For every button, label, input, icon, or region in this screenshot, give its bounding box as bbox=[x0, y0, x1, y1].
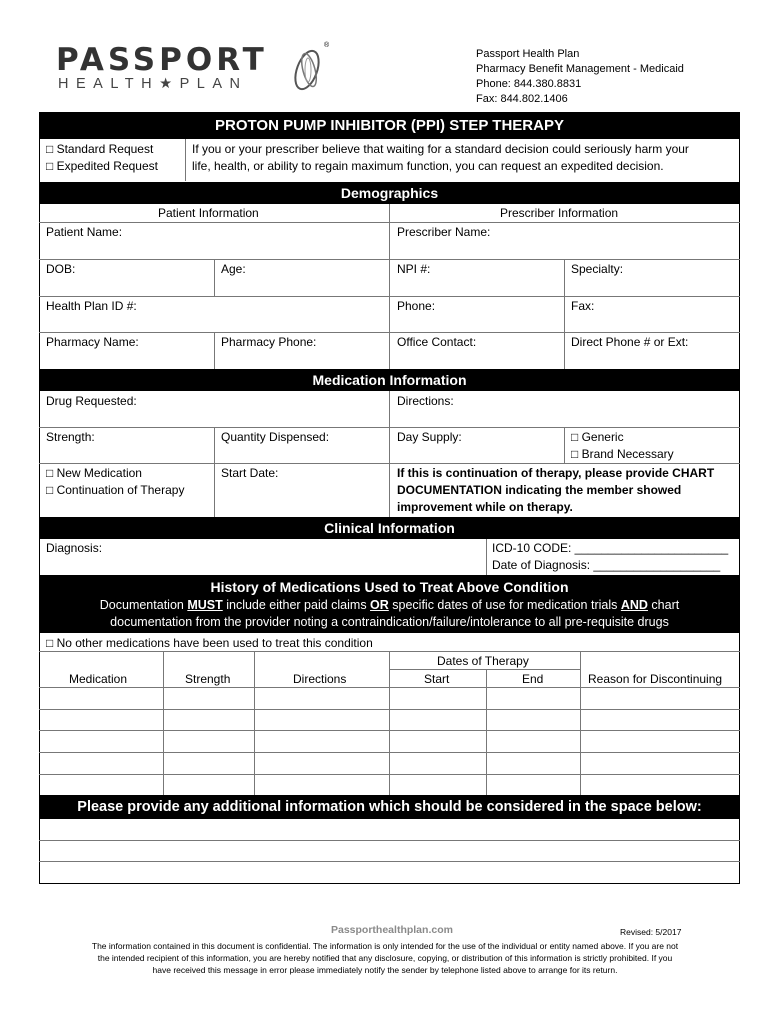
history-or: OR bbox=[370, 598, 389, 612]
confidentiality-line: have received this message in error please immediately notify the sender by telephone listed above to arrange for its return. bbox=[152, 965, 618, 975]
health-plan-id-field[interactable]: Health Plan ID #: bbox=[46, 299, 137, 313]
divider bbox=[486, 539, 487, 575]
generic-checkbox[interactable]: □ Generic bbox=[571, 430, 624, 444]
header-line: Fax: 844.802.1406 bbox=[476, 93, 568, 105]
header-line: Passport Health Plan bbox=[476, 48, 580, 60]
page-title: PROTON PUMP INHIBITOR (PPI) STEP THERAPY bbox=[215, 117, 564, 134]
divider bbox=[185, 139, 186, 181]
footer-revised: Revised: 5/2017 bbox=[620, 927, 682, 937]
day-supply-field[interactable]: Day Supply: bbox=[397, 430, 462, 444]
new-medication-checkbox[interactable]: □ New Medication bbox=[46, 466, 142, 480]
directions-field[interactable]: Directions: bbox=[397, 394, 454, 408]
icd-code-field[interactable]: ICD-10 CODE: _______________________ bbox=[492, 541, 729, 555]
divider bbox=[564, 427, 565, 463]
col-end: End bbox=[522, 672, 544, 686]
medication-title: Medication Information bbox=[312, 372, 467, 388]
history-and: AND bbox=[620, 598, 648, 612]
additional-info-bar bbox=[39, 795, 740, 819]
history-title: History of Medications Used to Treat Above Condition bbox=[210, 579, 569, 595]
pharmacy-name-field[interactable]: Pharmacy Name: bbox=[46, 335, 139, 349]
pharmacy-phone-field[interactable]: Pharmacy Phone: bbox=[221, 335, 317, 349]
expedited-request-checkbox[interactable]: □ Expedited Request bbox=[46, 159, 158, 173]
prescriber-info-heading: Prescriber Information bbox=[500, 206, 619, 220]
age-field[interactable]: Age: bbox=[221, 262, 246, 276]
divider bbox=[214, 259, 215, 296]
col-medication: Medication bbox=[69, 672, 128, 686]
divider bbox=[389, 391, 390, 517]
divider bbox=[214, 427, 215, 517]
chart-documentation-note: improvement while on therapy. bbox=[397, 500, 573, 514]
additional-info-title: Please provide any additional information which should be considered in the space below: bbox=[77, 799, 702, 815]
header-line: Phone: 844.380.8831 bbox=[476, 78, 582, 90]
history-text: specific dates of use for medication trials bbox=[388, 598, 621, 612]
col-start: Start bbox=[424, 672, 450, 686]
medication-bar bbox=[39, 369, 740, 391]
divider bbox=[580, 651, 581, 795]
divider bbox=[389, 669, 580, 670]
divider bbox=[214, 332, 215, 369]
history-bar bbox=[39, 575, 740, 633]
registered-mark: ® bbox=[324, 42, 330, 49]
standard-request-checkbox[interactable]: □ Standard Request bbox=[46, 142, 154, 156]
col-strength: Strength bbox=[185, 672, 231, 686]
divider bbox=[163, 651, 164, 795]
divider bbox=[254, 651, 255, 795]
header-line: Pharmacy Benefit Management - Medicaid bbox=[476, 63, 684, 75]
chart-documentation-note: DOCUMENTATION indicating the member showed bbox=[397, 483, 682, 497]
diagnosis-field[interactable]: Diagnosis: bbox=[46, 541, 103, 555]
prescriber-fax-field[interactable]: Fax: bbox=[571, 299, 595, 313]
dob-field[interactable]: DOB: bbox=[46, 262, 76, 276]
demographics-bar bbox=[39, 182, 740, 204]
date-of-diagnosis-field[interactable]: Date of Diagnosis: ___________________ bbox=[492, 558, 721, 572]
divider bbox=[389, 651, 390, 795]
patient-info-heading: Patient Information bbox=[158, 206, 259, 220]
no-other-medications-checkbox[interactable]: □ No other medications have been used to treat this condition bbox=[46, 636, 373, 650]
divider bbox=[389, 204, 390, 369]
start-date-field[interactable]: Start Date: bbox=[221, 466, 279, 480]
prescriber-phone-field[interactable]: Phone: bbox=[397, 299, 436, 313]
additional-info-line[interactable] bbox=[39, 861, 740, 862]
quantity-dispensed-field[interactable]: Quantity Dispensed: bbox=[221, 430, 330, 444]
patient-name-field[interactable]: Patient Name: bbox=[46, 225, 123, 239]
col-directions: Directions bbox=[293, 672, 347, 686]
clinical-title: Clinical Information bbox=[324, 520, 455, 536]
divider bbox=[564, 259, 565, 369]
history-instructions bbox=[39, 597, 740, 614]
header-contact bbox=[476, 47, 684, 107]
logo-swirl-icon bbox=[288, 44, 328, 94]
clinical-bar bbox=[39, 517, 740, 539]
history-text: chart bbox=[647, 598, 680, 612]
confidentiality-line: the intended recipient of this information, you are hereby notified that any disclosure, copying, or distribution of this information is strictly prohibited. If you bbox=[97, 953, 673, 963]
confidentiality-line: The information contained in this document is confidential. The information is only intended for the use of the individual or entity named above. If you are not bbox=[91, 941, 679, 951]
logo bbox=[56, 42, 336, 97]
demographics-title: Demographics bbox=[340, 185, 439, 201]
history-text: Documentation bbox=[99, 598, 188, 612]
expedite-note: If you or your prescriber believe that waiting for a standard decision could seriously harm your bbox=[192, 142, 689, 156]
dates-of-therapy-heading: Dates of Therapy bbox=[437, 654, 529, 668]
drug-requested-field[interactable]: Drug Requested: bbox=[46, 394, 137, 408]
npi-field[interactable]: NPI #: bbox=[397, 262, 431, 276]
continuation-checkbox[interactable]: □ Continuation of Therapy bbox=[46, 483, 185, 497]
brand-necessary-checkbox[interactable]: □ Brand Necessary bbox=[571, 447, 674, 461]
confidentiality-notice bbox=[40, 940, 730, 976]
history-instructions-line2: documentation from the provider noting a contraindication/failure/intolerance to all pre-requisite drugs bbox=[110, 615, 669, 629]
office-contact-field[interactable]: Office Contact: bbox=[397, 335, 477, 349]
history-must: MUST bbox=[187, 598, 223, 612]
additional-info-line[interactable] bbox=[39, 840, 740, 841]
chart-documentation-note: If this is continuation of therapy, please provide CHART bbox=[397, 466, 715, 480]
logo-subtitle: HEALTH★PLAN bbox=[58, 76, 248, 92]
divider bbox=[486, 669, 487, 795]
prescriber-name-field[interactable]: Prescriber Name: bbox=[397, 225, 491, 239]
history-text: include either paid claims bbox=[222, 598, 371, 612]
direct-phone-field[interactable]: Direct Phone # or Ext: bbox=[571, 335, 689, 349]
strength-field[interactable]: Strength: bbox=[46, 430, 95, 444]
title-bar bbox=[39, 113, 740, 139]
col-reason: Reason for Discontinuing bbox=[588, 672, 723, 686]
expedite-note: life, health, or ability to regain maximum function, you can request an expedited decision. bbox=[192, 159, 664, 173]
footer-website[interactable]: Passporthealthplan.com bbox=[331, 924, 453, 936]
logo-wordmark: PASSPORT bbox=[56, 42, 268, 78]
specialty-field[interactable]: Specialty: bbox=[571, 262, 624, 276]
